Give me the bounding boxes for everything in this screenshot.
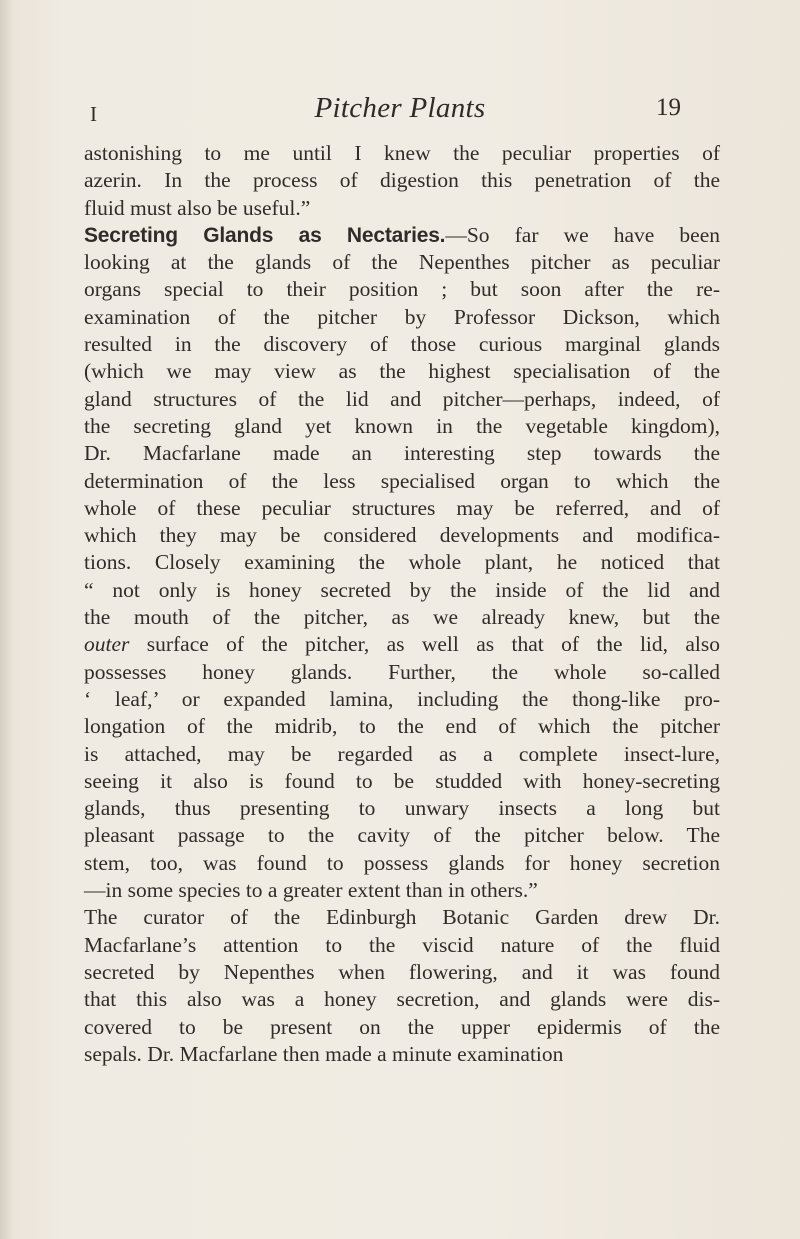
text-line (84, 631, 720, 658)
body-text (84, 140, 720, 1068)
text-line: whole of these peculiar structures may be referred, and of (84, 495, 720, 520)
chapter-number: I (90, 102, 97, 126)
text-line: covered to be present on the upper epidermis of the (84, 1014, 720, 1039)
text-line: Macfarlane’s attention to the viscid nature of the fluid (84, 932, 720, 957)
text-line: examination of the pitcher by Professor Dickson, which (84, 304, 720, 329)
text-line: longation of the midrib, to the end of which the pitcher (84, 714, 720, 739)
text-line: tions. Closely examining the whole plant, he noticed that (84, 550, 720, 575)
text-line: Dr. Macfarlane made an interesting step towards the (84, 441, 720, 466)
text-line: (which we may view as the highest specialisation of the (84, 359, 720, 384)
text-line: possesses honey glands. Further, the whole so-called (84, 659, 720, 684)
text-line: resulted in the discovery of those curious marginal glands (84, 332, 720, 357)
page-gutter-shadow (0, 0, 14, 1239)
page-number: 19 (656, 94, 681, 121)
running-title: Pitcher Plants (314, 92, 486, 124)
text-line: astonishing to me until I knew the peculiar properties of (84, 141, 720, 165)
text-line: secreted by Nepenthes when flowering, and it was found (84, 959, 720, 984)
text-line: the mouth of the pitcher, as we already knew, but the (84, 605, 720, 630)
text-line: stem, too, was found to possess glands for honey secretion (84, 850, 720, 875)
text-line: gland structures of the lid and pitcher—perhaps, indeed, of (84, 386, 720, 411)
text-line: sepals. Dr. Macfarlane then made a minute examination (84, 1041, 564, 1066)
text-line: that this also was a honey secretion, and glands were dis- (84, 987, 720, 1012)
text-line: glands, thus presenting to unwary insects a long but (84, 796, 720, 821)
text-line: ‘ leaf,’ or expanded lamina, including the thong-like pro- (84, 686, 720, 711)
text-line: looking at the glands of the Nepenthes pitcher as peculiar (84, 250, 720, 275)
line-text: surface of the pitcher, as well as that of the lid, also (129, 632, 720, 657)
text-line: is attached, may be regarded as a complete insect-lure, (84, 741, 720, 766)
text-line: azerin. In the process of digestion this penetration of the (84, 168, 720, 193)
text-line: the secreting gland yet known in the vegetable kingdom), (84, 413, 720, 438)
text-line: fluid must also be useful.” (84, 195, 311, 220)
text-line: The curator of the Edinburgh Botanic Garden drew Dr. (84, 905, 720, 930)
line-text: —So far we have been (445, 222, 721, 247)
text-line: “ not only is honey secreted by the inside of the lid and (84, 577, 720, 602)
text-line: determination of the less specialised organ to which the (84, 468, 720, 493)
text-line: seeing it also is found to be studded with honey-secreting (84, 768, 720, 793)
text-line: which they may be considered developments and modifica- (84, 523, 720, 548)
section-heading: Secreting Glands as Nectaries. (84, 223, 446, 247)
text-line: pleasant passage to the cavity of the pitcher below. The (84, 823, 720, 848)
page-header (0, 92, 800, 132)
text-line (84, 222, 720, 249)
text-line: organs special to their position ; but soon after the re- (84, 277, 720, 302)
text-line: —in some species to a greater extent than in others.” (84, 878, 538, 903)
italic-word: outer (84, 632, 130, 657)
